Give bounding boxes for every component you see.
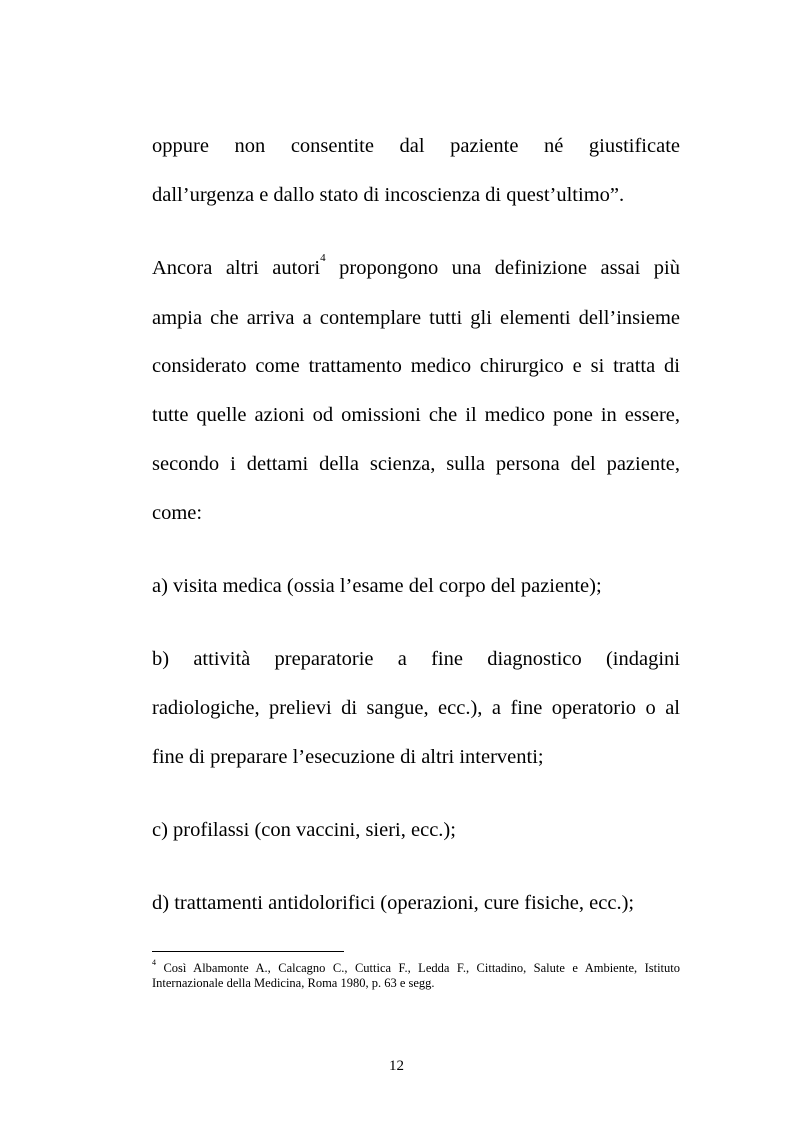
- paragraph-2-line-3: considerato come trattamento medico chirurgico e si tratta di: [152, 355, 680, 377]
- list-item-d: d) trattamenti antidolorifici (operazioni, cure fisiche, ecc.);: [152, 892, 635, 914]
- list-item-c: c) profilassi (con vaccini, sieri, ecc.);: [152, 819, 456, 841]
- paragraph-2-line-5: secondo i dettami della scienza, sulla persona del paziente,: [152, 453, 680, 475]
- page-number: 12: [389, 1058, 404, 1074]
- footnote-number: 4: [152, 958, 156, 967]
- paragraph-2-line-2: ampia che arriva a contemplare tutti gli elementi dell’insieme: [152, 307, 680, 329]
- footnote-line-2: Internazionale della Medicina, Roma 1980, p. 63 e segg.: [152, 976, 435, 990]
- paragraph-1-line-2: dall’urgenza e dallo stato di incoscienza di quest’ultimo”.: [152, 184, 625, 206]
- paragraph-2-line-4: tutte quelle azioni od omissioni che il medico pone in essere,: [152, 404, 680, 426]
- paragraph-2-line-1-start: Ancora altri autori: [152, 257, 321, 279]
- footnote-line-1: [152, 960, 680, 976]
- footnote-text-1: Così Albamonte A., Calcagno C., Cuttica F., Ledda F., Cittadino, Salute e Ambiente, Istituto: [156, 961, 680, 975]
- list-item-b-line-3: fine di preparare l’esecuzione di altri interventi;: [152, 746, 544, 768]
- list-item-b-line-1: b) attività preparatorie a fine diagnostico (indagini: [152, 648, 680, 670]
- paragraph-1-line-1: oppure non consentite dal paziente né giustificate: [152, 135, 680, 157]
- list-item-b-line-2: radiologiche, prelievi di sangue, ecc.), a fine operatorio o al: [152, 697, 680, 719]
- list-item-a: a) visita medica (ossia l’esame del corpo del paziente);: [152, 575, 602, 597]
- footnote-reference-4: 4: [320, 252, 326, 264]
- footnote-separator: [152, 951, 344, 952]
- paragraph-2-line-1-end: propongono una definizione assai più: [325, 257, 680, 279]
- paragraph-2-line-1: [152, 252, 680, 280]
- paragraph-2-line-6: come:: [152, 502, 203, 524]
